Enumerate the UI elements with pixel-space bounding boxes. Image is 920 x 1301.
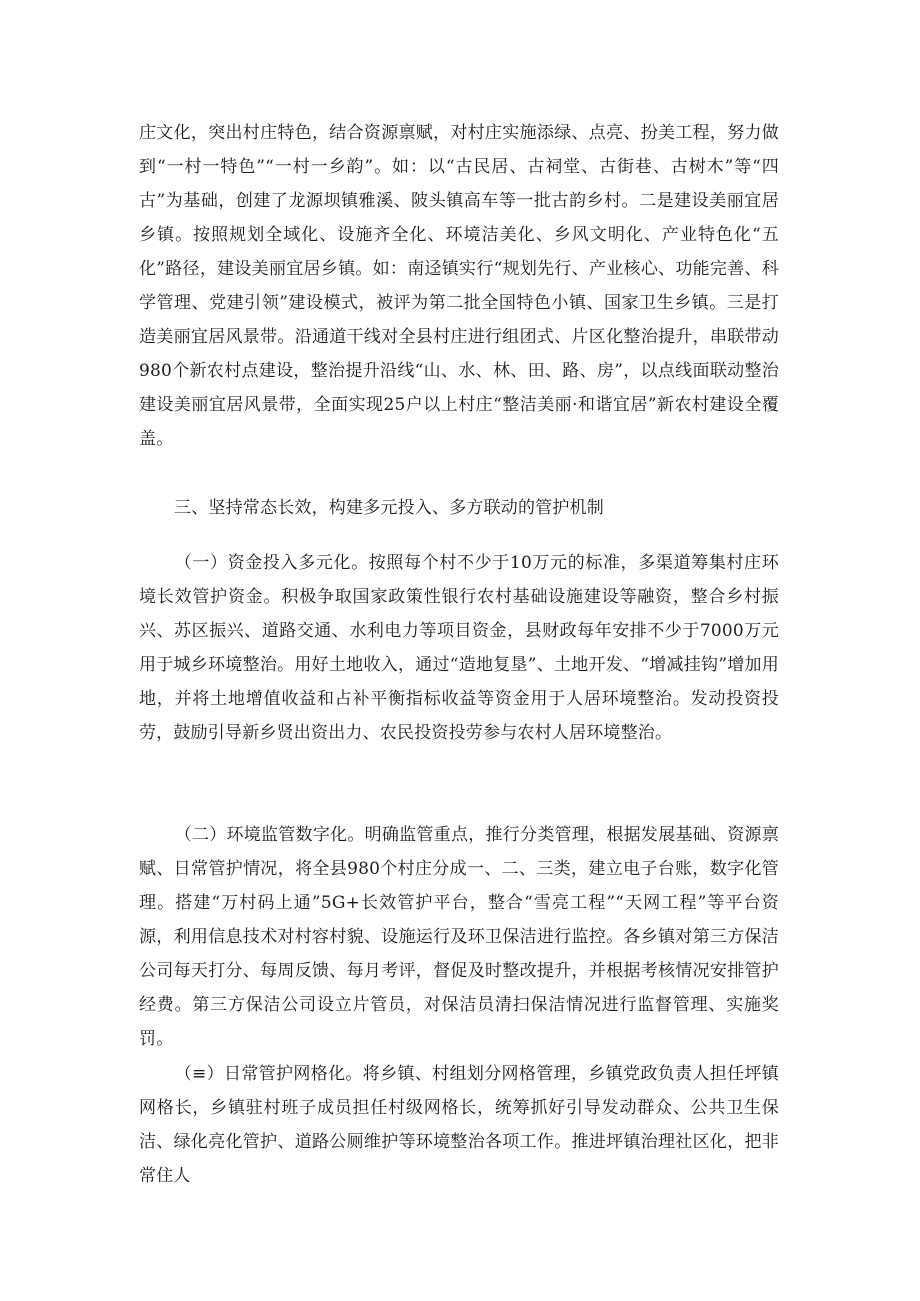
body-paragraph: （一）资金投入多元化。按照每个村不少于10万元的标准，多渠道筹集村庄环境长效管护资金。积极争取国家政策性银行农村基础设施建设等融资，整合乡村振兴、苏区振兴、道路交通、水利电力等项目资金，县财政每年安排不少于7000万元用于城乡环境整治。用好土地收入，通过“造地复垦”、土地开发、“增减挂钩”增加用地，并将土地增值收益和占补平衡指标收益等资金用于人居环境整治。发动投资投劳，鼓励引导新乡贤出资出力、农民投资投劳参与农村人居环境整治。 [139, 553, 779, 743]
section-heading: 三、坚持常态长效，构建多元投入、多方联动的管护机制 [174, 498, 604, 518]
body-paragraph: （≡）日常管护网格化。将乡镇、村组划分网格管理，乡镇党政负责人担任坪镇网格长，乡镇驻村班子成员担任村级网格长，统筹抓好引导发动群众、公共卫生保洁、绿化亮化管护、道路公厕维护等环境整治各项工作。推进坪镇治理社区化，把非常住人 [139, 1064, 779, 1186]
body-paragraph: （二）环境监管数字化。明确监管重点，推行分类管理，根据发展基础、资源禀赋、日常管护情况，将全县980个村庄分成一、二、三类，建立电子台账，数字化管理。搭建“万村码上通”5G+长效管护平台，整合“雪亮工程”“天网工程”等平台资源，利用信息技术对村容村貌、设施运行及环卫保洁进行监控。各乡镇对第三方保洁公司每天打分、每周反馈、每月考评，督促及时整改提升，并根据考核情况安排管护经费。第三方保洁公司设立片管员，对保洁员清扫保洁情况进行监督管理、实施奖罚。 [139, 825, 779, 1049]
body-paragraph: 庄文化，突出村庄特色，结合资源禀赋，对村庄实施添绿、点亮、扮美工程，努力做到“一村一特色”“一村一乡韵”。如：以“古民居、古祠堂、古街巷、古树木”等“四古”为基础，创建了龙源坝镇雅溪、陂头镇高车等一批古韵乡村。二是建设美丽宜居乡镇。按照规划全域化、设施齐全化、环境洁美化、乡风文明化、产业特色化“五化”路径，建设美丽宜居乡镇。如：南迳镇实行“规划先行、产业核心、功能完善、科学管理、党建引领”建设模式，被评为第二批全国特色小镇、国家卫生乡镇。三是打造美丽宜居风景带。沿通道干线对全县村庄进行组团式、片区化整治提升，串联带动980个新农村点建设，整治提升沿线“山、水、林、田、路、房”，以点线面联动整治建设美丽宜居风景带，全面实现25户以上村庄“整洁美丽·和谐宜居”新农村建设全覆盖。 [139, 123, 779, 449]
